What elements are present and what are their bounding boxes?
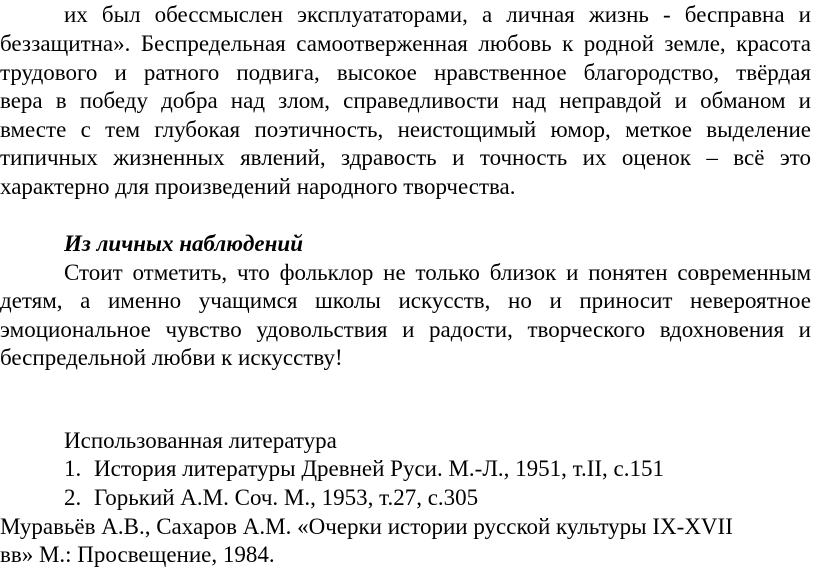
paragraph-line: эмоциональное чувство удовольствия и радости, творческого вдохновения и [0,317,811,342]
paragraph-line: типичных жизненных явлений, здравость и точность их оценок – всё это [0,145,811,170]
reference-item [64,484,811,513]
section-heading: Из личных наблюдений [64,231,303,256]
paragraph-line: их был обессмыслен эксплуататорами, а личная жизнь - бесправна и [64,2,811,27]
reference-number: 2. [64,485,82,510]
reference-item [64,455,811,484]
reference-line: Муравьёв А.В., Сахаров А.М. «Очерки истории русской культуры IX-XVII [0,514,733,539]
paragraph-line: детям, а именно учащимся школы искусств, но и приносит невероятное [0,288,811,313]
reference-text: История литературы Древней Руси. М.-Л., 1951, т.II, с.151 [94,456,665,481]
paragraph-line: трудового и ратного подвига, высокое нравственное благородство, твёрдая [0,60,811,85]
references-title: Использованная литература [64,428,337,453]
paragraph-line: Стоит отметить, что фольклор не только близок и понятен современным [64,260,811,285]
reference-line: вв» М.: Просвещение, 1984. [0,542,275,567]
paragraph-line: вера в победу добра над злом, справедливости над неправдой и обманом и [0,88,811,113]
paragraph-line: беспредельной любви к искусству! [0,345,343,370]
paragraph-line: беззащитна». Беспредельная самоотверженная любовь к родной земле, красота [0,31,811,56]
reference-number: 1. [64,456,82,481]
paragraph-line: характерно для произведений народного творчества. [0,174,516,199]
paragraph-line: вместе с тем глубокая поэтичность, неистощимый юмор, меткое выделение [0,117,811,142]
reference-text: Горький А.М. Соч. М., 1953, т.27, с.305 [94,485,479,510]
